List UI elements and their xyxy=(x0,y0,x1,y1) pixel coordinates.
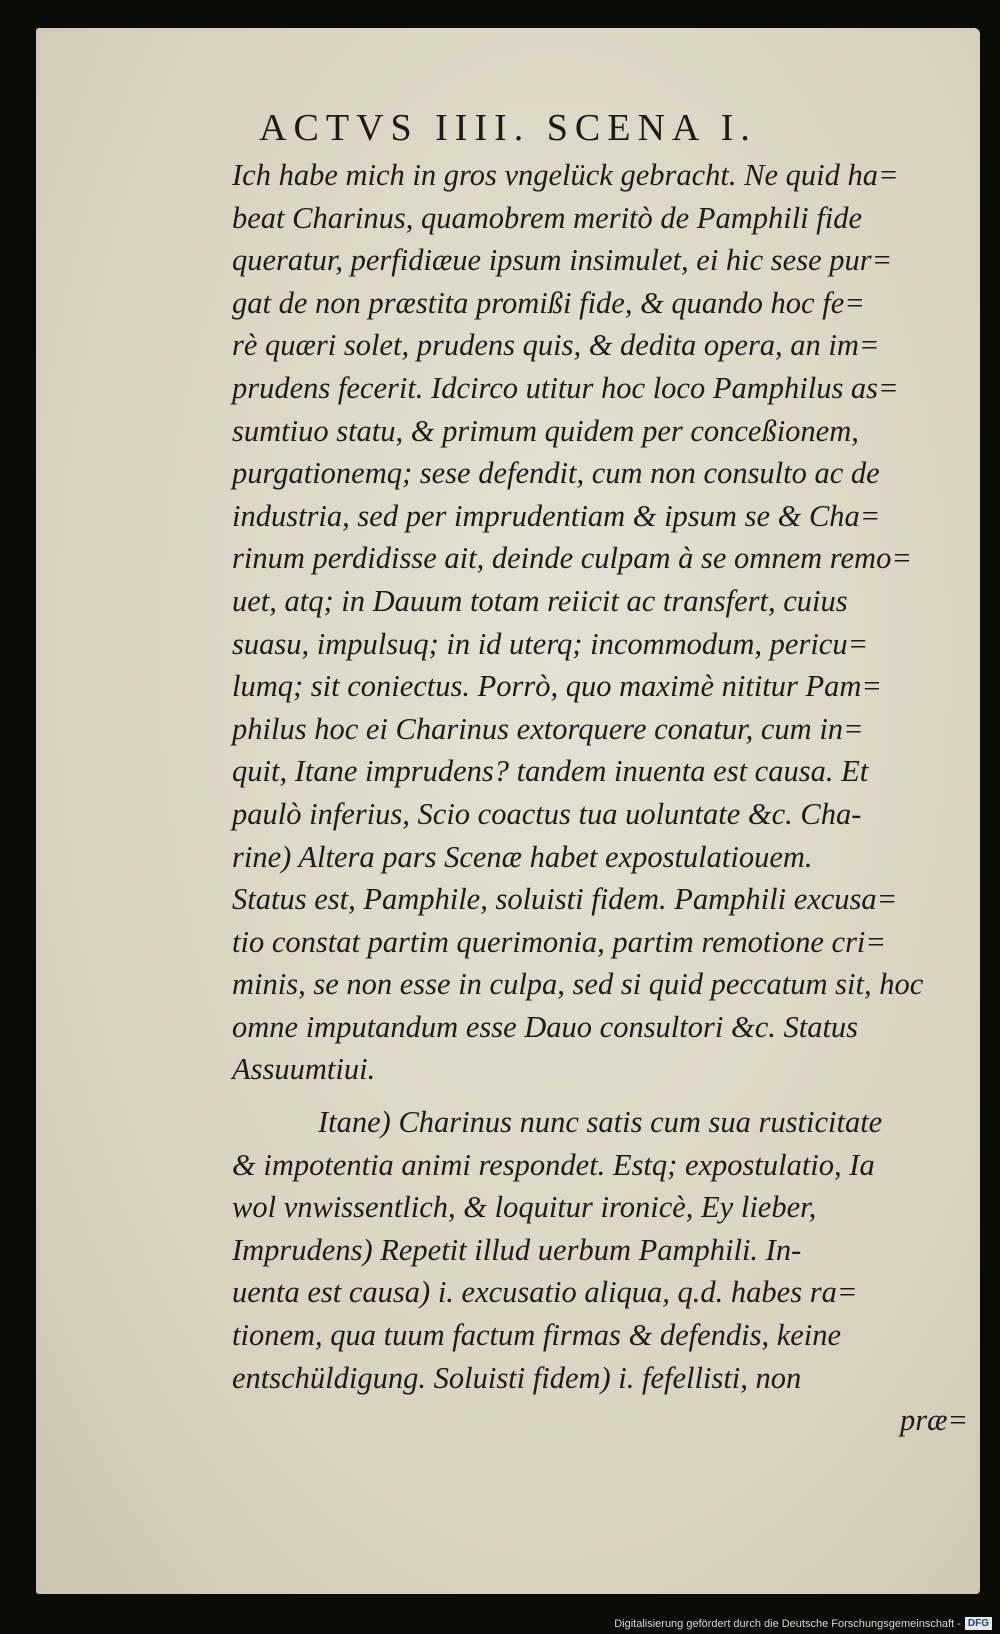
text-line: tionem, qua tuum factum firmas & defendis, keine xyxy=(232,1318,842,1353)
text-line: wol vnwissentlich, & loquitur ironicè, Ey lieber, xyxy=(232,1190,817,1225)
text-line: sumtiuo statu, & primum quidem per conceßionem, xyxy=(232,413,859,448)
text-line: Ich habe mich in gros vngelück gebracht. Ne quid ha= xyxy=(232,158,899,192)
text-line: lumq; sit coniectus. Porrò, quo maximè nititur Pam= xyxy=(232,669,883,704)
text-line: uenta est causa) i. excusatio aliqua, q.d. habes ra= xyxy=(232,1275,858,1310)
paragraph-1 xyxy=(232,154,978,1091)
text-line: prudens fecerit. Idcirco utitur hoc loco Pamphilus as= xyxy=(232,370,899,405)
text-line: quit, Itane imprudens? tandem inuenta est causa. Et xyxy=(232,754,869,789)
credit-text: Digitalisierung gefördert durch die Deutsche Forschungsgemeinschaft - xyxy=(614,1617,961,1630)
running-header: ACTVS IIII. SCENA I. xyxy=(259,107,757,149)
text-line: beat Charinus, quamobrem meritò de Pamphili fide xyxy=(232,200,863,235)
text-line: queratur, perfidiæue ipsum insimulet, ei hic sese pur= xyxy=(232,243,893,278)
paragraph-2 xyxy=(232,1101,978,1399)
text-line: Imprudens) Repetit illud uerbum Pamphili. In- xyxy=(232,1232,802,1267)
text-line: Assuumtiui. xyxy=(232,1052,376,1087)
text-line: philus hoc ei Charinus extorquere conatur, cum in= xyxy=(232,711,864,746)
text-line: omne imputandum esse Dauo consultori &c. Status xyxy=(232,1009,859,1044)
text-line: Itane) Charinus nunc satis cum sua rusticitate xyxy=(318,1105,883,1140)
text-line: entschüldigung. Soluisti fidem) i. fefellisti, non xyxy=(232,1360,802,1395)
text-line: paulò inferius, Scio coactus tua uoluntate &c. Cha- xyxy=(232,796,862,831)
paragraph-gap xyxy=(232,1091,978,1101)
text-line: rinum perdidisse ait, deinde culpam à se omnem remo= xyxy=(232,541,912,576)
text-line: purgationemq; sese defendit, cum non consulto ac de xyxy=(232,456,880,491)
text-line: industria, sed per imprudentiam & ipsum se & Cha= xyxy=(232,498,881,533)
page-text xyxy=(232,154,978,1442)
catchword: præ= xyxy=(899,1403,968,1438)
text-line: & impotentia animi respondet. Estq; expostulatio, Ia xyxy=(232,1147,875,1182)
text-line: tio constat partim querimonia, partim remotione cri= xyxy=(232,924,886,959)
book-page xyxy=(36,28,980,1594)
text-line: Status est, Pamphile, soluisti fidem. Pamphili excusa= xyxy=(232,882,898,917)
digitization-credit xyxy=(614,1617,992,1630)
text-line: minis, se non esse in culpa, sed si quid peccatum sit, hoc xyxy=(232,967,924,1002)
text-line: rè quæri solet, prudens quis, & dedita opera, an im= xyxy=(232,328,880,363)
text-line: gat de non præstita promißi fide, & quando hoc fe= xyxy=(232,285,865,320)
dfg-logo: DFG xyxy=(965,1617,992,1630)
text-line: suasu, impulsuq; in id uterq; incommodum, pericu= xyxy=(232,626,869,661)
text-line: uet, atq; in Dauum totam reiicit ac transfert, cuius xyxy=(232,583,848,618)
text-line: rine) Altera pars Scenæ habet expostulatiouem. xyxy=(232,839,813,874)
